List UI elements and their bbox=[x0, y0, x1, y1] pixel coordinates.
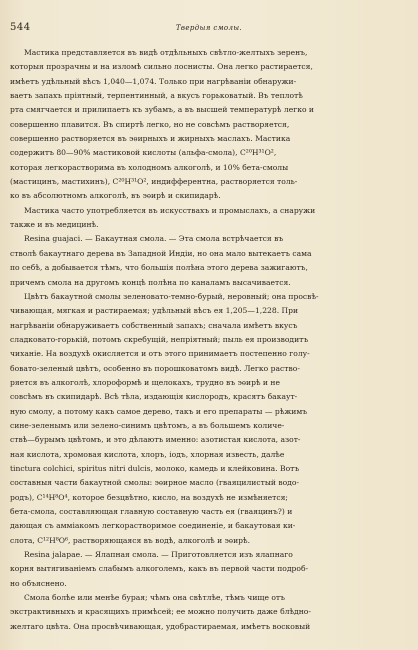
text-line: родъ), C¹⁴H⁸O⁴, которое безцвѣтно, кисло, на воздухѣ не измѣняется; bbox=[10, 492, 288, 502]
text-line: рта смягчается и прилипаетъ къ зубамъ, а въ высшей температурѣ легко и bbox=[10, 105, 314, 115]
text-line: которая легкорастворима въ холодномъ алкоголѣ, и 10% бета-смолы bbox=[10, 162, 289, 172]
text-line: содержитъ 80—90% мастиковой кислоты (альфа-смола), C²⁰H³¹O², bbox=[10, 148, 277, 158]
text-line: сладковато-горькiй, потомъ скребущiй, непрiятный; пыль ея производитъ bbox=[10, 334, 309, 344]
text-line: tinctura colchici, spiritus nitri dulcis, молоко, камедь и клейковина. Вотъ bbox=[10, 463, 300, 473]
text-line: экстрактивныхъ и красящихъ примѣсей; ее можно получить даже блѣдно- bbox=[10, 607, 311, 617]
text-line: Цвѣтъ бакаутной смолы зеленовато-темно-бурый, неровный; она просвѣ- bbox=[24, 291, 319, 301]
text-line: ряется въ алкоголѣ, хлороформѣ и щелокахъ, трудно въ эѳирѣ и не bbox=[10, 377, 280, 387]
text-line: составныя части бакаутной смолы: эѳирное масло (гваяцилистый водо- bbox=[10, 478, 299, 488]
text-line: совсѣмъ въ скипидарѣ. Всѣ тѣла, издающiя кислородъ, красятъ бакаут- bbox=[10, 392, 298, 402]
text-line: Resina guajaci. — Бакаутная смола. — Эта смола встрѣчается въ bbox=[24, 234, 284, 244]
text-line: дающая съ аммiакомъ легкорастворимое соединенiе, и бакаутовая ки- bbox=[10, 521, 296, 531]
text-line: имѣетъ удѣльный вѣсъ 1,040—1,074. Только при нагрѣваніи обнаружи- bbox=[10, 76, 297, 86]
text-line: совершенно плавится. Въ спиртѣ легко, но не совсѣмъ растворяется, bbox=[10, 119, 290, 129]
text-line: совершенно растворяется въ эѳирныхъ и жирныхъ маслахъ. Мастика bbox=[10, 134, 291, 144]
running-head: Твердыя смолы. bbox=[175, 24, 243, 32]
text-line: Смола болѣе или менѣе бурая; чѣмъ она свѣтлѣе, тѣмъ чище отъ bbox=[24, 593, 285, 603]
text-line: сине-зеленымъ или зелено-синимъ цвѣтомъ, а въ большемъ количе- bbox=[10, 420, 285, 430]
page-number: 544 bbox=[10, 22, 31, 33]
text-line: также и въ медицинѣ. bbox=[10, 220, 99, 230]
text-line: ко въ абсолютномъ алкоголѣ, въ эѳирѣ и скипидарѣ. bbox=[10, 191, 221, 201]
text-line: Resina jalapae. — Ялапная смола. — Приготовляется изъ ялапнаго bbox=[24, 550, 293, 560]
text-line: желтаго цвѣта. Она просвѣчивающая, удобрастираемая, имѣетъ восковый bbox=[10, 621, 311, 631]
text-line: бета-смола, составляющая главную составную часть ея (гваяцинъ?) и bbox=[10, 507, 293, 516]
text-line: Мастика представляется въ видѣ отдѣльныхъ свѣтло-желтыхъ зеренъ, bbox=[24, 48, 308, 57]
text-line: ваетъ запахъ прiятный, терпентинный, а вкусъ горьковатый. Въ теплотѣ bbox=[10, 91, 303, 101]
text-line: ную смолу, а потому какъ самое дерево, такъ и его препараты — рѣжимъ bbox=[10, 406, 308, 416]
text-line: причемъ смола на другомъ концѣ полѣна по каналамъ высачивается. bbox=[10, 277, 291, 287]
text-line: по себѣ, а добывается тѣмъ, что большiя полѣна этого дерева зажигаютъ, bbox=[10, 263, 308, 273]
page-header bbox=[0, 0, 418, 40]
text-line: Мастика часто употребляется въ искусствахъ и промыслахъ, а снаружи bbox=[24, 205, 316, 215]
text-line: слота, C¹²H⁸O⁶, растворяющаяся въ водѣ, алкоголѣ и эѳирѣ. bbox=[10, 535, 250, 545]
text-line: корня вытягиванiемъ слабымъ алкоголемъ, какъ въ первой части подроб- bbox=[10, 564, 309, 574]
text-line: бовато-зеленый цвѣтъ, особенно въ порошковатомъ видѣ. Легко раство- bbox=[10, 363, 300, 373]
body-text bbox=[10, 46, 408, 634]
text-line: чивающая, мягкая и растираемая; удѣльный вѣсъ ея 1,205—1,228. При bbox=[10, 306, 299, 316]
text-line: ствѣ—бурымъ цвѣтомъ, и это дѣлаютъ именно: азотистая кислота, азот- bbox=[10, 435, 301, 445]
text-line: нагрѣваніи обнаруживаетъ собственный запахъ; сначала имѣетъ вкусъ bbox=[10, 320, 298, 330]
text-line: стволѣ бакаутнаго дерева въ Западной Индiи, но она мало вытекаетъ сама bbox=[10, 248, 312, 258]
text-line: которыя прозрачны и на изломѣ сильно лоснисты. Она легко растирается, bbox=[10, 62, 313, 72]
text-line: ная кислота, хромовая кислота, хлоръ, iодъ, хлорная известь, далѣе bbox=[10, 449, 285, 459]
text-line: но объяснено. bbox=[10, 578, 67, 588]
text-line: (мастицинъ, мастихинъ), C²⁰H³¹O², индифферентна, растворяется толь- bbox=[10, 177, 298, 187]
text-line: чиханiе. На воздухѣ окисляется и отъ этого принимаетъ постепенно голу- bbox=[10, 349, 310, 359]
